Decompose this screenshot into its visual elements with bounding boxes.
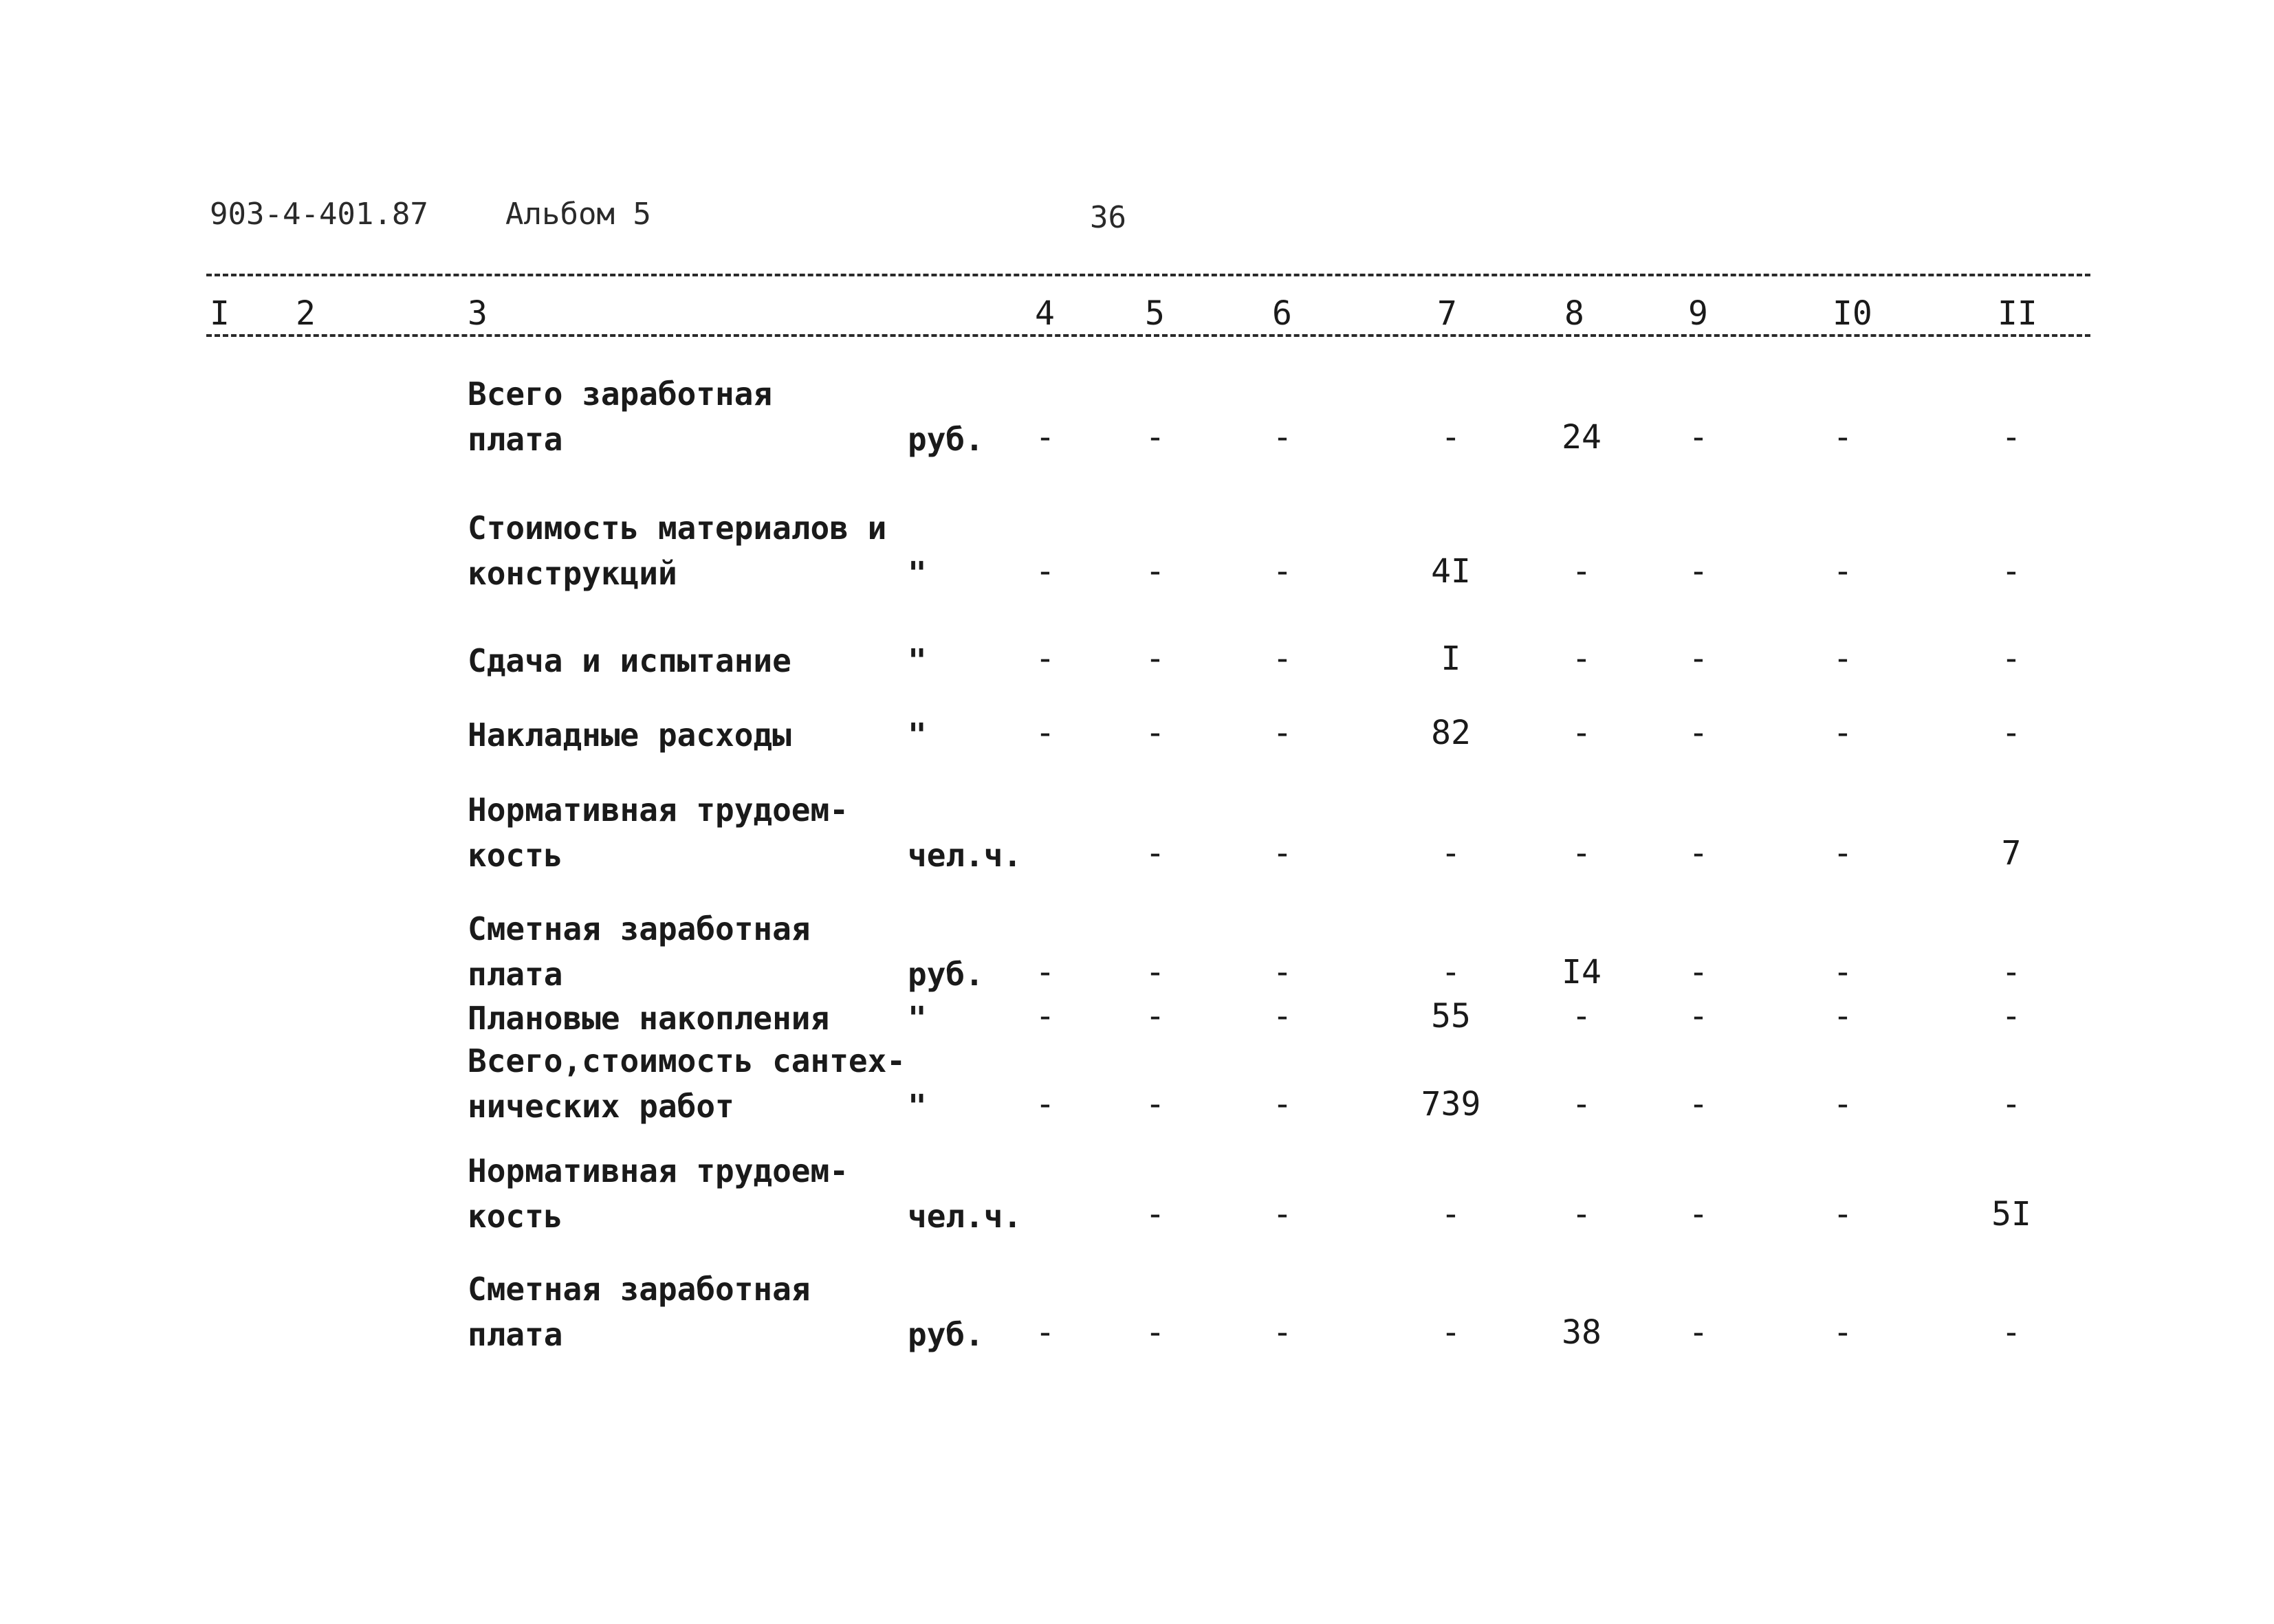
cell-value: 82 bbox=[1431, 714, 1471, 752]
empty-cell-dash: - bbox=[1833, 997, 1853, 1035]
row-label-line: кость bbox=[468, 837, 563, 874]
top-rule bbox=[206, 274, 2090, 276]
column-number: I bbox=[210, 294, 230, 333]
row-label-line: плата bbox=[468, 421, 563, 458]
empty-cell-dash: - bbox=[2001, 997, 2022, 1035]
header-bottom-rule bbox=[206, 334, 2090, 337]
empty-cell-dash: - bbox=[1688, 552, 1709, 591]
empty-cell-dash: - bbox=[1035, 997, 1056, 1035]
empty-cell-dash: - bbox=[1145, 834, 1166, 873]
column-number: 8 bbox=[1564, 294, 1584, 333]
column-number: 7 bbox=[1437, 294, 1457, 333]
empty-cell-dash: - bbox=[1833, 552, 1853, 591]
empty-cell-dash: - bbox=[1035, 714, 1056, 752]
page-number: 36 bbox=[1090, 200, 1126, 235]
album-label: Альбом 5 bbox=[505, 197, 651, 232]
empty-cell-dash: - bbox=[1833, 1195, 1853, 1233]
empty-cell-dash: - bbox=[1688, 1195, 1709, 1233]
empty-cell-dash: - bbox=[1035, 953, 1056, 991]
row-label bbox=[468, 996, 908, 1041]
row-label-line: Плановые накопления bbox=[468, 1000, 830, 1037]
cell-value: I bbox=[1441, 639, 1461, 678]
empty-cell-dash: - bbox=[1272, 953, 1293, 991]
empty-cell-dash: - bbox=[2001, 639, 2022, 678]
row-label-line: Сдача и испытание bbox=[468, 642, 791, 679]
empty-cell-dash: - bbox=[1688, 418, 1709, 457]
empty-cell-dash: - bbox=[1833, 834, 1853, 873]
empty-cell-dash: - bbox=[1833, 953, 1853, 991]
cell-value: 4I bbox=[1431, 552, 1471, 591]
empty-cell-dash: - bbox=[1688, 953, 1709, 991]
empty-cell-dash: - bbox=[1441, 418, 1461, 457]
empty-cell-dash: - bbox=[1145, 552, 1166, 591]
empty-cell-dash: - bbox=[1145, 418, 1166, 457]
empty-cell-dash: - bbox=[1272, 1085, 1293, 1123]
cell-value: 5I bbox=[1991, 1195, 2031, 1233]
empty-cell-dash: - bbox=[1833, 418, 1853, 457]
empty-cell-dash: - bbox=[1272, 997, 1293, 1035]
row-label bbox=[468, 1266, 908, 1357]
row-unit: чел.ч. bbox=[908, 1198, 1023, 1235]
empty-cell-dash: - bbox=[1833, 1313, 1853, 1352]
empty-cell-dash: - bbox=[1571, 639, 1592, 678]
empty-cell-dash: - bbox=[1833, 714, 1853, 752]
row-label bbox=[468, 1148, 908, 1239]
column-number: 4 bbox=[1035, 294, 1055, 333]
cell-value: 739 bbox=[1421, 1085, 1481, 1123]
row-label-line: Накладные расходы bbox=[468, 716, 791, 754]
empty-cell-dash: - bbox=[1688, 1085, 1709, 1123]
empty-cell-dash: - bbox=[1035, 552, 1056, 591]
row-unit: " bbox=[908, 716, 927, 754]
empty-cell-dash: - bbox=[1688, 714, 1709, 752]
cell-value: 7 bbox=[2001, 834, 2022, 873]
empty-cell-dash: - bbox=[1571, 1195, 1592, 1233]
empty-cell-dash: - bbox=[1145, 714, 1166, 752]
empty-cell-dash: - bbox=[1441, 953, 1461, 991]
empty-cell-dash: - bbox=[2001, 714, 2022, 752]
cell-value: 55 bbox=[1431, 997, 1471, 1035]
column-number: I0 bbox=[1833, 294, 1872, 333]
row-label-line: Сметная заработная bbox=[468, 910, 811, 947]
row-unit: " bbox=[908, 642, 927, 679]
empty-cell-dash: - bbox=[1035, 1085, 1056, 1123]
empty-cell-dash: - bbox=[1571, 834, 1592, 873]
empty-cell-dash: - bbox=[1145, 639, 1166, 678]
empty-cell-dash: - bbox=[1441, 834, 1461, 873]
empty-cell-dash: - bbox=[1272, 714, 1293, 752]
empty-cell-dash: - bbox=[1035, 418, 1056, 457]
empty-cell-dash: - bbox=[1272, 418, 1293, 457]
empty-cell-dash: - bbox=[1145, 1085, 1166, 1123]
empty-cell-dash: - bbox=[1833, 639, 1853, 678]
column-number: 3 bbox=[468, 294, 488, 333]
column-number: II bbox=[1998, 294, 2037, 333]
row-label-line: Стоимость материалов и bbox=[468, 509, 887, 547]
empty-cell-dash: - bbox=[1145, 1313, 1166, 1352]
empty-cell-dash: - bbox=[1145, 953, 1166, 991]
empty-cell-dash: - bbox=[1688, 997, 1709, 1035]
empty-cell-dash: - bbox=[1833, 1085, 1853, 1123]
empty-cell-dash: - bbox=[2001, 418, 2022, 457]
column-number: 5 bbox=[1145, 294, 1165, 333]
row-label bbox=[468, 906, 908, 997]
empty-cell-dash: - bbox=[1272, 1313, 1293, 1352]
empty-cell-dash: - bbox=[1571, 1085, 1592, 1123]
row-label-line: конструкций bbox=[468, 555, 677, 592]
document-code: 903-4-401.87 bbox=[210, 197, 428, 232]
empty-cell-dash: - bbox=[1272, 1195, 1293, 1233]
row-label bbox=[468, 712, 908, 758]
cell-value: 24 bbox=[1562, 418, 1601, 457]
empty-cell-dash: - bbox=[1441, 1195, 1461, 1233]
row-label-line: Нормативная трудоем- bbox=[468, 1152, 849, 1189]
empty-cell-dash: - bbox=[1145, 997, 1166, 1035]
row-label bbox=[468, 505, 908, 596]
row-unit: чел.ч. bbox=[908, 837, 1023, 874]
row-label bbox=[468, 638, 908, 683]
row-label-line: кость bbox=[468, 1198, 563, 1235]
column-number: 2 bbox=[296, 294, 316, 333]
empty-cell-dash: - bbox=[1035, 639, 1056, 678]
empty-cell-dash: - bbox=[2001, 1313, 2022, 1352]
row-label-line: Нормативная трудоем- bbox=[468, 791, 849, 829]
row-label-line: Сметная заработная bbox=[468, 1271, 811, 1308]
column-number: 9 bbox=[1688, 294, 1708, 333]
empty-cell-dash: - bbox=[1571, 714, 1592, 752]
row-unit: руб. bbox=[908, 956, 984, 993]
row-unit: " bbox=[908, 1088, 927, 1125]
row-label-line: плата bbox=[468, 956, 563, 993]
empty-cell-dash: - bbox=[1688, 1313, 1709, 1352]
row-unit: руб. bbox=[908, 1316, 984, 1353]
cell-value: 38 bbox=[1562, 1313, 1601, 1352]
empty-cell-dash: - bbox=[2001, 552, 2022, 591]
empty-cell-dash: - bbox=[1688, 639, 1709, 678]
empty-cell-dash: - bbox=[1688, 834, 1709, 873]
empty-cell-dash: - bbox=[1272, 834, 1293, 873]
empty-cell-dash: - bbox=[1035, 1313, 1056, 1352]
row-label bbox=[468, 1038, 908, 1129]
row-label bbox=[468, 371, 908, 462]
empty-cell-dash: - bbox=[2001, 1085, 2022, 1123]
row-label-line: Всего заработная bbox=[468, 375, 773, 413]
cell-value: I4 bbox=[1562, 953, 1601, 991]
empty-cell-dash: - bbox=[1441, 1313, 1461, 1352]
column-number: 6 bbox=[1272, 294, 1292, 333]
row-unit: руб. bbox=[908, 421, 984, 458]
row-label bbox=[468, 787, 908, 878]
row-label-line: нических работ bbox=[468, 1088, 734, 1125]
empty-cell-dash: - bbox=[1145, 1195, 1166, 1233]
empty-cell-dash: - bbox=[2001, 953, 2022, 991]
row-unit: " bbox=[908, 1000, 927, 1037]
row-label-line: Всего,стоимость сантех- bbox=[468, 1042, 906, 1079]
row-unit: " bbox=[908, 555, 927, 592]
empty-cell-dash: - bbox=[1272, 639, 1293, 678]
row-label-line: плата bbox=[468, 1316, 563, 1353]
empty-cell-dash: - bbox=[1571, 997, 1592, 1035]
empty-cell-dash: - bbox=[1272, 552, 1293, 591]
empty-cell-dash: - bbox=[1571, 552, 1592, 591]
